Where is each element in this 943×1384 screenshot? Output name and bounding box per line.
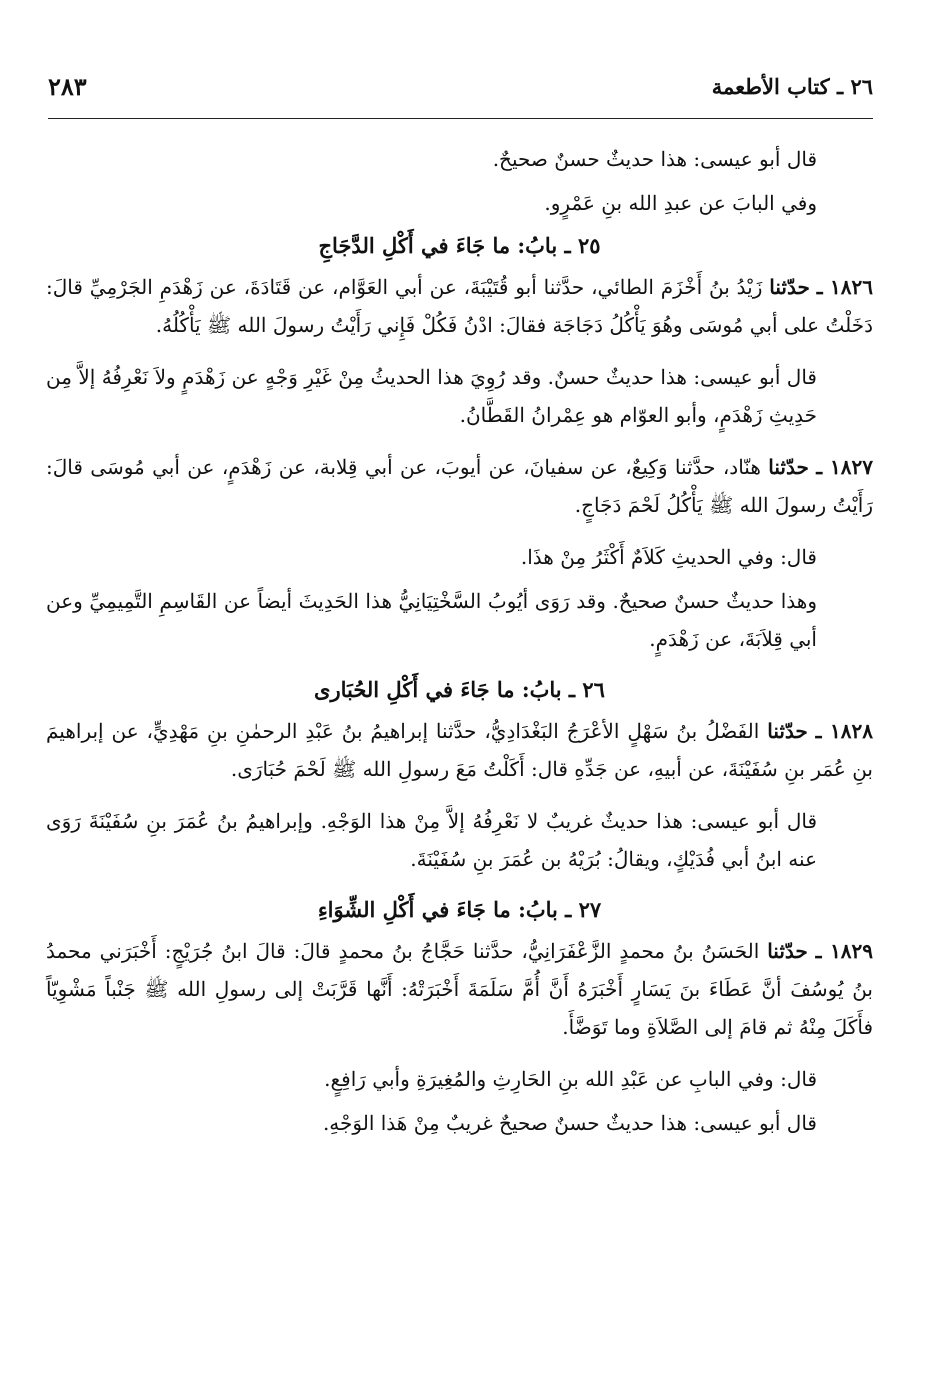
hadith-1827 [46, 448, 873, 524]
hadith-text: زَيْدُ بنُ أَخْزَمَ الطائي، حدَّثنا أبو قُتَيْبَةَ، عن أبي العَوَّام، عن قَتَادَةَ، عن زَهْدَمِ الجَرْمِيِّ قالَ: دَخَلْتُ على أبي مُوسَى وهُوَ يَأْكُلُ دَجَاجَة فقالَ: ادْنُ فَكُلْ فَإِني رَأَيْتُ رسولَ الله ﷺ يَأْكُلُهُ. [46, 275, 873, 337]
paragraph-p5: وهذا حديثٌ حسنٌ صحيحٌ. وقد رَوَى أيُوبُ السَّخْتِيَانِيُّ هذا الحَدِيثَ أيضاً عن القَاسِمِ التَّمِيمِيِّ وعن أبي قِلاَبَةَ، عن زَهْدَمٍ. [46, 589, 817, 651]
hadith-text: الفَضْلُ بنُ سَهْلٍ الأعْرَجُ البَغْدَادِيُّ، حدَّثنا إبراهيمُ بنُ عَبْدِ الرحمٰنِ بنِ مَهْدِيٍّ، عن إبراهيمَ بنِ عُمَر بنِ سُفَيْنَةَ، عن أبيهِ، عن جَدِّهِ قال: أَكَلْتُ مَعَ رسولِ الله ﷺ لَحْمَ حُبَارَى. [46, 719, 873, 781]
hadith-text: هنّاد، حدَّثنا وَكِيعٌ، عن سفيانَ، عن أيوبَ، عن أبي قِلابة، عن زَهْدَمٍ، عن أبي مُوسَى قالَ: رَأَيْتُ رسولَ الله ﷺ يَأْكُلُ لَحْمَ دَجَاجٍ. [46, 455, 873, 517]
paragraph-p4: قال: وفي الحديثِ كَلاَمٌ أَكْثَرُ مِنْ هذَا. [520, 545, 817, 569]
hadith-number: ١٨٢٧ ـ [816, 455, 874, 479]
chapter-heading-25: ٢٥ ـ بابُ: ما جَاءَ في أَكْلِ الدَّجَاجِ [318, 233, 601, 258]
hadith-text: الحَسَنُ بنُ محمدٍ الزَّعْفَرَانِيُّ، حدَّثنا حَجَّاجُ بنُ محمدٍ قالَ: قالَ ابنُ جُرَيْجٍ: أَخْبَرَني محمدُ بنُ يُوسُفَ أنَّ عَطَاءَ بنَ يَسَارٍ أَخْبَرَهُ أَنَّ أُمَّ سَلَمَةَ أَخْبَرَتْهُ: أَنَّها قَرَّبَتْ إلى رسولِ الله ﷺ جَنْباً مَشْوِيّاً فأَكَلَ مِنْهُ ثم قامَ إلى الصَّلاَةِ وما تَوَضَّأَ. [46, 939, 874, 1039]
chapter-title: ٢٦ ـ كتاب الأطعمة [711, 74, 873, 99]
hadith-lead: حدّثنا [769, 275, 810, 299]
hadith-1829 [46, 932, 873, 1046]
page-number: ٢٨٣ [48, 72, 87, 101]
chapter-heading-26: ٢٦ ـ بابُ: ما جَاءَ في أَكْلِ الحُبَارى [314, 677, 605, 702]
paragraph-p8: قال أبو عيسى: هذا حديثٌ حسنٌ صحيحٌ غريبٌ مِنْ هَذا الوَجْهِ. [322, 1111, 817, 1135]
hadith-lead: حدّثنا [768, 455, 809, 479]
running-header [48, 70, 873, 119]
chapter-heading-27: ٢٧ ـ بابُ: ما جَاءَ في أَكْلِ الشِّوَاءِ [317, 897, 602, 922]
hadith-lead: حدّثنا [767, 719, 808, 743]
page-content [46, 140, 873, 1148]
paragraph-p6: قال أبو عيسى: هذا حديثٌ غريبٌ لا نَعْرِفُهُ إلاَّ مِنْ هذا الوَجْهِ. وإبراهيمُ بنُ عُمَرَ بنِ سُفَيْنَةَ رَوَى عنه ابنُ أبي فُدَيْكٍ، ويقالُ: بُرَيْهُ بن عُمَرَ بنِ سُفَيْنَةَ. [46, 809, 818, 871]
hadith-number: ١٨٢٩ ـ [815, 939, 874, 963]
hadith-lead: حدّثنا [767, 939, 808, 963]
hadith-1828 [46, 712, 873, 788]
paragraph-p3: قال أبو عيسى: هذا حديثٌ حسنٌ. وقد رُوِيَ هذا الحديثُ مِنْ غَيْرِ وَجْهٍ عن زَهْدَمٍ ولاَ نَعْرِفُهُ إلاَّ مِن حَدِيثِ زَهْدَمٍ، وأبو العوّام هو عِمْرانُ القَطَّانُ. [46, 365, 817, 427]
hadith-number: ١٨٢٨ ـ [815, 719, 873, 743]
hadith-1826 [46, 268, 873, 344]
paragraph-p7: قال: وفي البابِ عن عَبْدِ الله بنِ الحَارِثِ والمُغِيرَةِ وأبي رَافِعٍ. [324, 1067, 817, 1091]
paragraph-p2: وفي البابَ عن عبدِ الله بنِ عَمْرٍو. [544, 191, 817, 215]
hadith-number: ١٨٢٦ ـ [816, 275, 874, 299]
paragraph-p1: قال أبو عيسى: هذا حديثٌ حسنٌ صحيحٌ. [492, 147, 817, 171]
